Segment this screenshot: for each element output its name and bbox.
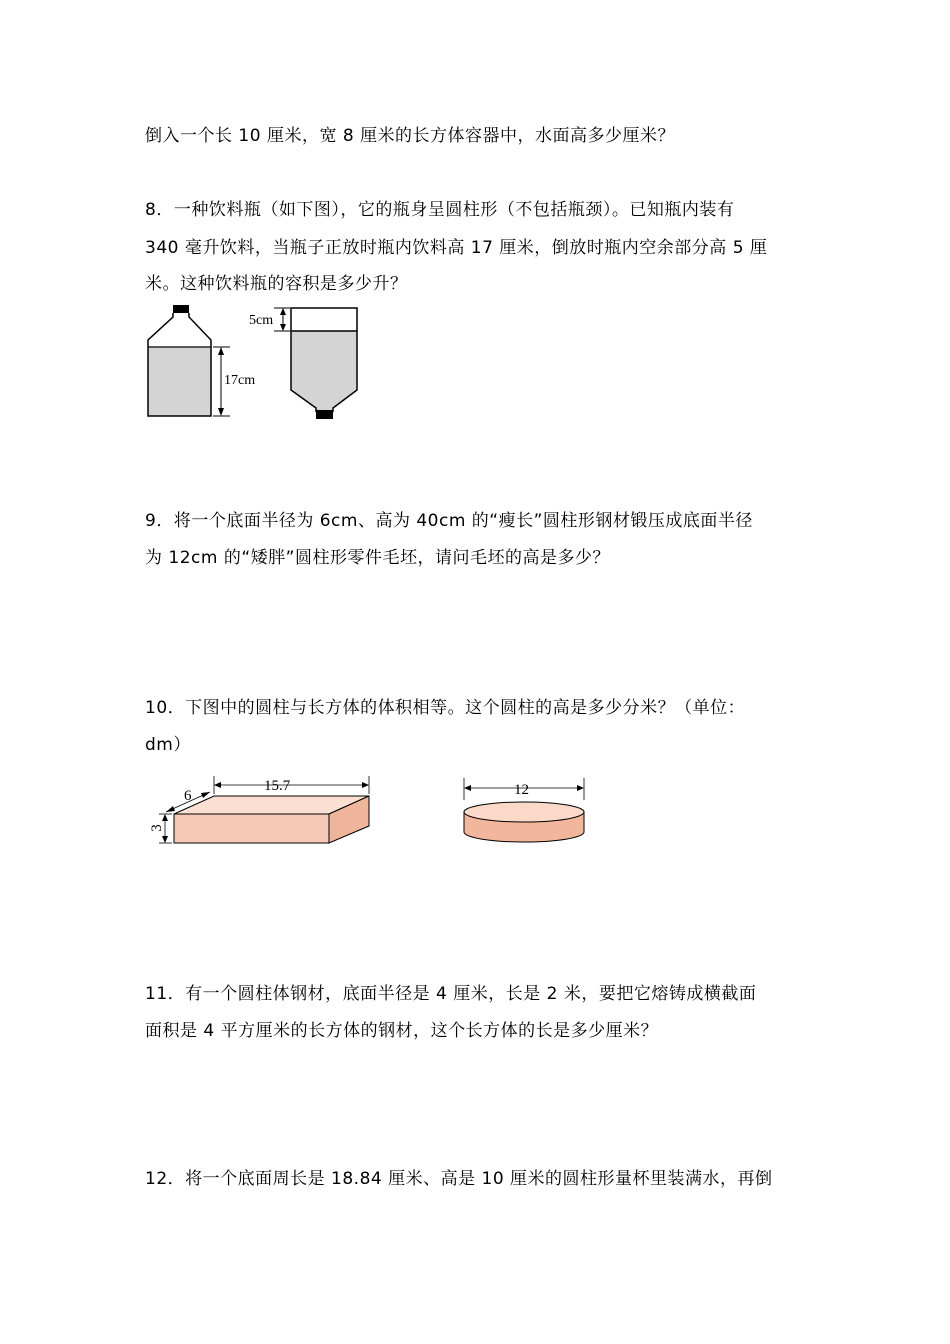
q8-text-line-2: 340 毫升饮料，当瓶子正放时瓶内饮料高 17 厘米，倒放时瓶内空余部分高 5 厘 bbox=[145, 238, 768, 258]
cuboid-length-label: 15.7 bbox=[264, 778, 291, 794]
q8-text-line-3: 米。这种饮料瓶的容积是多少升？ bbox=[145, 274, 408, 294]
q10-text-line-1: 10．下图中的圆柱与长方体的体积相等。这个圆柱的高是多少分米？（单位： bbox=[145, 698, 746, 718]
q7-text-line-1: 倒入一个长 10 厘米，宽 8 厘米的长方体容器中，水面高多少厘米？ bbox=[145, 126, 676, 146]
upright-bottle bbox=[148, 305, 255, 416]
volume-figure bbox=[140, 770, 600, 855]
q11-text-line-1: 11．有一个圆柱体钢材，底面半径是 4 厘米，长是 2 米，要把它熔铸成横截面 bbox=[145, 984, 757, 1004]
bottle-figure bbox=[140, 300, 370, 425]
cylinder bbox=[464, 778, 584, 842]
inverted-bottle bbox=[249, 308, 357, 419]
q10-text-line-2: dm） bbox=[145, 735, 191, 755]
cuboid-width-label: 6 bbox=[184, 788, 192, 804]
cuboid bbox=[149, 776, 369, 843]
cuboid-height-label: 3 bbox=[149, 824, 165, 832]
q12-text-line-1: 12．将一个底面周长是 18.84 厘米、高是 10 厘米的圆柱形量杯里装满水，再倒 bbox=[145, 1169, 773, 1189]
q11-text-line-2: 面积是 4 平方厘米的长方体的钢材，这个长方体的长是多少厘米？ bbox=[145, 1021, 659, 1041]
cylinder-diameter-label: 12 bbox=[514, 782, 529, 798]
q9-text-line-1: 9．将一个底面半径为 6cm、高为 40cm 的“瘦长”圆柱形钢材锻压成底面半径 bbox=[145, 511, 753, 531]
upright-height-label: 17cm bbox=[224, 373, 256, 388]
inverted-gap-label: 5cm bbox=[249, 313, 274, 328]
q8-text-line-1: 8．一种饮料瓶（如下图），它的瓶身呈圆柱形（不包括瓶颈）。已知瓶内装有 bbox=[145, 200, 735, 220]
q9-text-line-2: 为 12cm 的“矮胖”圆柱形零件毛坯，请问毛坯的高是多少？ bbox=[145, 548, 610, 568]
